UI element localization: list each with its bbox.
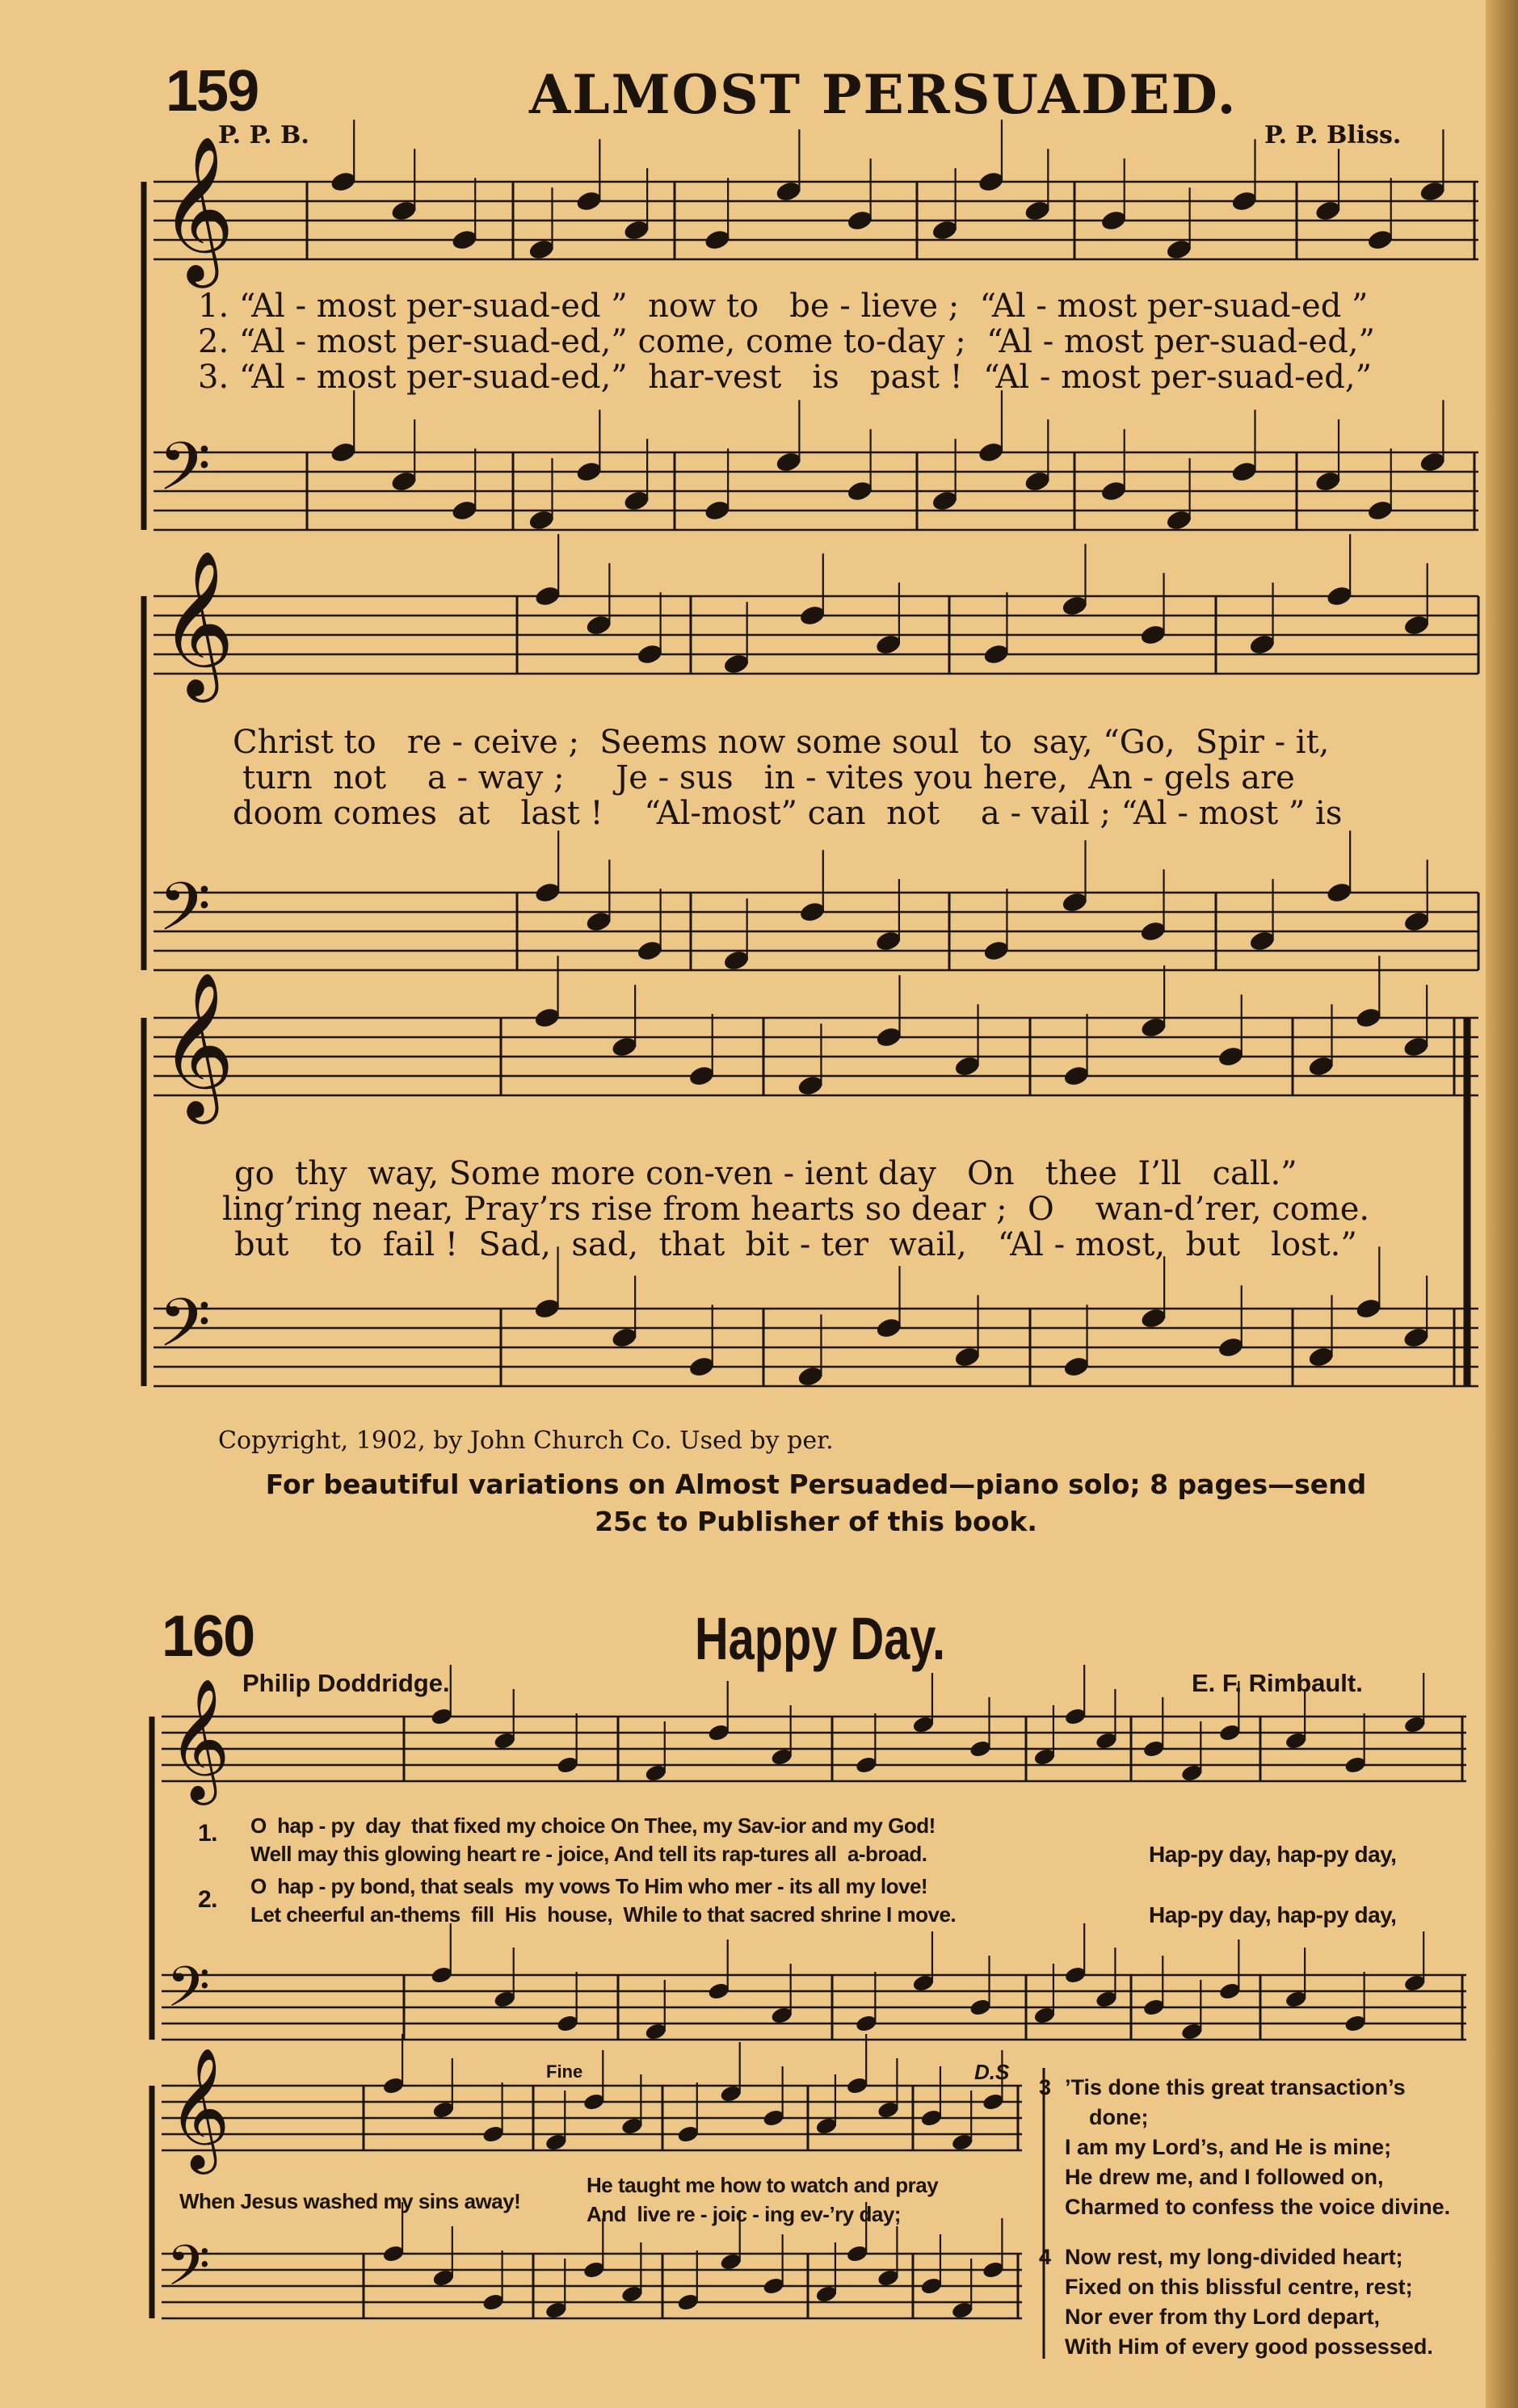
lyric-s2-v3: doom comes at last ! “Al-most” can not a - vail ; “Al - most ” is [233,795,1343,832]
stanza-4-line: With Him of every good possessed. [1065,2334,1433,2359]
hymn-title-160: Happy Day. [695,1605,946,1672]
system-4-treble-clef-icon: 𝄞 [168,1677,230,1800]
copyright-notice: Copyright, 1902, by John Church Co. Used by per. [218,1427,834,1455]
lyric-160-v2b: Let cheerful an-thems fill His house, While to that sacred shrine I move. [250,1902,957,1927]
words-credit-159: P. P. B. [218,121,309,149]
lyric-s2-v2: turn not a - way ; Je - sus in - vites you here, An - gels are [242,759,1295,796]
lyric-160-refrain-end: When Jesus washed my sins away! [179,2189,521,2213]
hymn-title-159: ALMOST PERSUADED. [529,63,1238,126]
stanza-3 [1065,2073,1450,2222]
stanza-3-line: done; [1065,2105,1149,2129]
stanza-4 [1065,2242,1433,2362]
lyric-160-v2a: O hap - py bond, that seals my vows To Him who mer - its all my love! [250,1874,928,1898]
system-5-treble-clef-icon: 𝄞 [168,2046,230,2169]
system-3-bass-clef-icon: 𝄢 [158,1283,211,1379]
verse-number-1: 1. [198,1820,218,1847]
lyric-s3-v1: go thy way, Some more con-ven - ient day On thee I’ll call.” [234,1155,1297,1192]
lyric-160-v1a: O hap - py day that fixed my choice On Thee, my Sav-ior and my God! [250,1813,936,1838]
publisher-notice-line2: 25c to Publisher of this book. [595,1506,1037,1537]
lyric-s3-v3: but to fail ! Sad, sad, that bit - ter wail, “Al - most, but lost.” [234,1226,1357,1263]
lyric-s2-v1: Christ to re - ceive ; Seems now some soul to say, “Go, Spir - it, [233,724,1330,761]
stanza-3-line: ’Tis done this great transaction’s [1065,2075,1406,2099]
hymn-number-160: 160 [162,1604,254,1669]
music-credit-159: P. P. Bliss. [1264,121,1402,149]
refrain-line-1: Hap-py day, hap-py day, [1149,1842,1397,1867]
lyric-s1-v1: 1. “Al - most per-suad-ed ” now to be - lieve ; “Al - most per-suad-ed ” [198,288,1369,325]
system-5-bass-clef-icon: 𝄢 [166,2233,211,2312]
refrain-line-2: Hap-py day, hap-py day, [1149,1902,1397,1927]
system-1-bass-clef-icon: 𝄢 [158,427,211,523]
stanza-3-line: I am my Lord’s, and He is mine; [1065,2135,1392,2159]
lyric-160-chorus-b: And live re - joic - ing ev-’ry day; [587,2202,901,2226]
stanza-3-number: 3 [1039,2075,1052,2099]
stanza-4-line: Now rest, my long-divided heart; [1065,2245,1403,2269]
lyric-160-chorus-a: He taught me how to watch and pray [587,2173,939,2197]
verse-number-2: 2. [198,1886,218,1913]
ds-marking: D.S [974,2060,1010,2084]
system-2-treble-clef-icon: 𝄞 [160,548,235,696]
stanza-4-line: Fixed on this blissful centre, rest; [1065,2275,1413,2299]
lyric-s1-v2: 2. “Al - most per-suad-ed,” come, come to-day ; “Al - most per-suad-ed,” [198,323,1375,360]
system-1-treble-clef-icon: 𝄞 [160,134,235,282]
hymn-number-159: 159 [166,59,259,124]
lyric-s3-v2: ling’ring near, Pray’rs rise from hearts so dear ; O wan-d’rer, come. [222,1191,1370,1228]
stanza-3-line: Charmed to confess the voice divine. [1065,2195,1451,2219]
lyric-s1-v3: 3. “Al - most per-suad-ed,” har-vest is past ! “Al - most per-suad-ed,” [198,359,1373,396]
system-4-bass-clef-icon: 𝄢 [166,1954,211,2033]
music-credit-160: E. F. Rimbault. [1192,1669,1363,1697]
stanza-3-line: He drew me, and I followed on, [1065,2165,1384,2189]
words-credit-160: Philip Doddridge. [242,1669,450,1697]
lyric-160-v1b: Well may this glowing heart re - joice, And tell its rap-tures all a-broad. [250,1842,927,1866]
stanza-4-line: Nor ever from thy Lord depart, [1065,2305,1381,2329]
stanza-4-number: 4 [1039,2245,1052,2269]
fine-marking: Fine [546,2061,583,2082]
publisher-notice-line1: For beautiful variations on Almost Persuaded—piano solo; 8 pages—send [265,1469,1367,1500]
system-3-treble-clef-icon: 𝄞 [160,970,235,1118]
publisher-notice [145,1466,1486,1540]
system-2-bass-clef-icon: 𝄢 [158,867,211,963]
